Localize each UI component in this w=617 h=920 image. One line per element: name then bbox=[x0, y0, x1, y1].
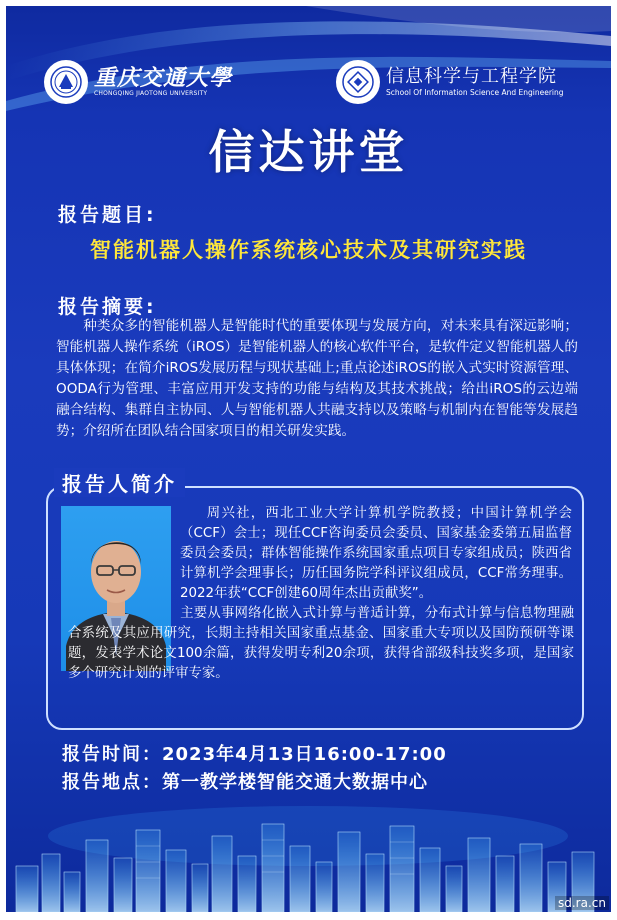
topic-text: 智能机器人操作系统核心技术及其研究实践 bbox=[90, 238, 527, 262]
report-time-label: 报告时间： bbox=[62, 744, 162, 765]
university-logo bbox=[44, 60, 232, 104]
university-emblem-icon bbox=[44, 60, 88, 104]
school-emblem-icon bbox=[336, 60, 380, 104]
school-name-cn: 信息科学与工程学院 bbox=[386, 66, 557, 87]
abstract-heading: 报告摘要: bbox=[58, 296, 157, 318]
report-place bbox=[62, 768, 428, 794]
university-name-en: CHONGQING JIAOTONG UNIVERSITY bbox=[94, 90, 208, 97]
speaker-bio-part2-container bbox=[68, 604, 574, 684]
university-name-cn: 重庆交通大學 bbox=[94, 65, 233, 91]
report-place-value: 第一教学楼智能交通大数据中心 bbox=[162, 772, 428, 793]
school-name-en: School Of Information Science And Engineering bbox=[386, 88, 564, 97]
topic-heading: 报告题目: bbox=[58, 204, 157, 226]
speaker-heading: 报告人简介 bbox=[54, 468, 185, 497]
speaker-bio-part2: 主要从事网络化嵌入式计算与普适计算，分布式计算与信息物理融合系统及其应用研究，长期主持相关国家重点基金、国家重大专项以及国防预研等课题，发表学术论文100余篇，获得发明专利20余项，获得省部级科技奖多项，是国家多个研究计划的评审专家。 bbox=[68, 606, 574, 681]
lecture-poster bbox=[6, 6, 611, 912]
abstract-text: 种类众多的智能机器人是智能时代的重要体现与发展方向，对未来具有深远影响；智能机器人操作系统（iROS）是智能机器人的核心软件平台，是软件定义智能机器人的具体体现；在简介iROS发展历程与现状基础上;重点论述iROS的嵌入式实时资源管理、OODA行为管理、丰富应用开发支持的功能与结构及其技术挑战；给出iROS的云边端融合结构、集群自主协同、人与智能机器人共融支持以及策略与机制内在智能等发展趋势；介绍所在团队结合国家项目的相关研发实践。 bbox=[56, 318, 578, 439]
poster-title: 信达讲堂 bbox=[208, 125, 409, 179]
school-logo bbox=[336, 60, 564, 104]
report-time-value: 2023年4月13日16:00-17:00 bbox=[162, 744, 447, 765]
report-place-label: 报告地点： bbox=[62, 772, 162, 793]
report-time bbox=[62, 740, 447, 766]
speaker-bio-part1: 周兴社，西北工业大学计算机学院教授；中国计算机学会（CCF）会士；现任CCF咨询委员会委员、国家基金委第五届监督委员会委员；群体智能操作系统国家重点项目专家组成员；陕西省计算机学会理事长；历任国务院学科评议组成员，CCF常务理事。2022年获“CCF创建60周年杰出贡献奖”。 bbox=[180, 506, 572, 601]
city-skyline-decoration bbox=[6, 796, 611, 912]
watermark: sd.ra.cn bbox=[555, 896, 609, 910]
